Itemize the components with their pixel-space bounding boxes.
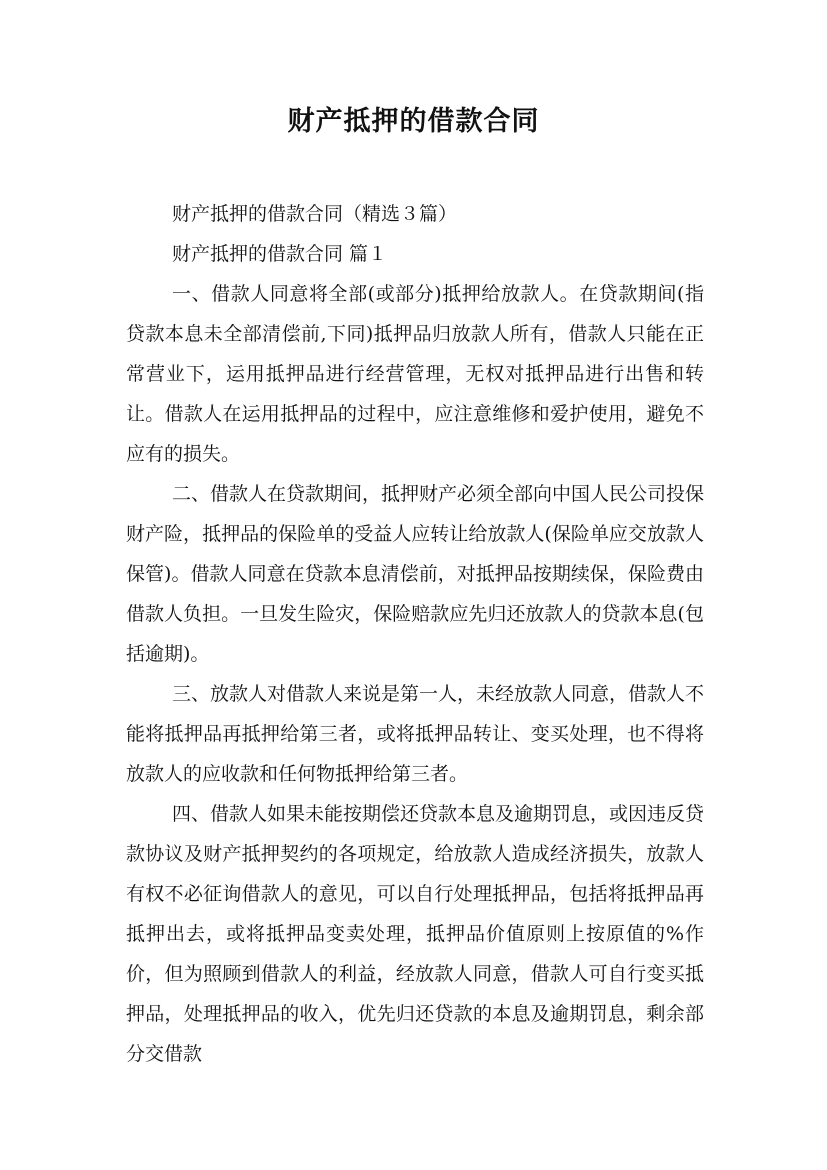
paragraph-1: 一、借款人同意将全部(或部分)抵押给放款人。在贷款期间(指贷款本息未全部清偿前,下同)抵押品归放款人所有，借款人只能在正常营业下，运用抵押品进行经营管理，无权对抵押品进行出售和转让。借款人在运用抵押品的过程中，应注意维修和爱护使用，避免不应有的损失。 — [126, 283, 704, 465]
document-title: 财产抵押的借款合同 — [287, 106, 540, 137]
document-body — [126, 194, 704, 1074]
paragraph-2: 二、借款人在贷款期间，抵押财产必须全部向中国人民公司投保财产险，抵押品的保险单的受益人应转让给放款人(保险单应交放款人保管)。借款人同意在贷款本息清偿前，对抵押品按期续保，保险费由借款人负担。一旦发生险灾，保险赔款应先归还放款人的贷款本息(包括逾期)。 — [126, 483, 705, 665]
paragraph-3: 三、放款人对借款人来说是第一人，未经放款人同意，借款人不能将抵押品再抵押给第三者，或将抵押品转让、变买处理，也不得将放款人的应收款和任何物抵押给第三者。 — [126, 683, 705, 785]
paragraph-4: 四、借款人如果未能按期偿还贷款本息及逾期罚息，或因违反贷款协议及财产抵押契约的各项规定，给放款人造成经济损失，放款人有权不必征询借款人的意见，可以自行处理抵押品，包括将抵押品再抵押出去，或将抵押品变卖处理，抵押品价值原则上按原值的%作价，但为照顾到借款人的利益，经放款人同意，借款人可自行变买抵押品，处理抵押品的收入，优先归还贷款的本息及逾期罚息，剩余部分交借款 — [126, 803, 705, 1065]
section-heading: 财产抵押的借款合同 篇１ — [172, 243, 388, 265]
document-subtitle: 财产抵押的借款合同（精选３篇） — [172, 203, 458, 225]
